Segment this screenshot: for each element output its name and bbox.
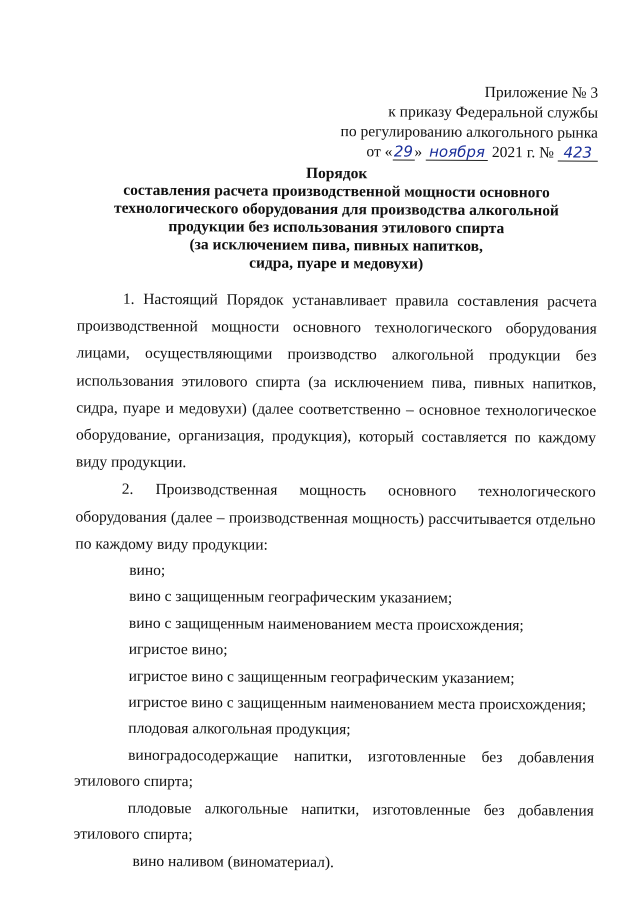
document-body	[73, 286, 597, 878]
handwritten-month: ноября	[426, 145, 488, 161]
paragraph-1: 1. Настоящий Порядок устанавливает правила составления расчета производственной мощности основного технологического оборудования лицами, осуществляющими производство алкогольной продукции без использования этилового спирта (за исключением пива, пивных напитков, сидра, пуаре и медовухи) (далее соответственно – основное технологическое оборудование, организация, продукция), который составляется по каждому виду продукции.	[75, 290, 597, 472]
appendix-header	[340, 82, 598, 164]
list-item: виноградосодержащие напитки, изготовленные без добавления этилового спирта;	[73, 746, 595, 791]
handwritten-day: 29	[393, 142, 414, 161]
list-item: вино с защищенным наименованием места происхождения;	[128, 614, 524, 635]
order-date-line	[340, 142, 598, 164]
title-line-5: (за исключением пива, пивных напитков,	[189, 236, 484, 255]
list-item: плодовые алкогольные напитки, изготовленные без добавления этилового спирта;	[73, 799, 594, 844]
year-text: 2021 г. №	[491, 144, 554, 162]
list-item: игристое вино;	[128, 641, 228, 659]
list-item: плодовая алкогольная продукция;	[128, 720, 351, 739]
date-mid: »	[414, 143, 423, 161]
title-line-2: составления расчета производственной мощности основного	[123, 181, 550, 202]
list-item: вино наливом (виноматериал).	[132, 852, 334, 871]
date-prefix: от «	[366, 143, 393, 161]
title-line-6: сидра, пуаре и медовухи)	[249, 254, 424, 273]
list-item: вино с защищенным географическим указанием;	[129, 588, 453, 608]
list-item: игристое вино с защищенным географическим указанием;	[128, 667, 515, 687]
list-item: вино;	[129, 561, 166, 580]
title-line-4: продукции без использования этилового спирта	[168, 218, 505, 238]
order-reference: к приказу Федеральной службы	[388, 103, 599, 122]
title-line-3: технологического оборудования для производства алкогольной	[113, 199, 559, 220]
handwritten-order-number: 423	[558, 145, 598, 161]
agency-name: по регулированию алкогольного рынка	[340, 123, 598, 142]
appendix-number: Приложение № 3	[484, 83, 599, 102]
list-item: игристое вино с защищенным наименованием места происхождения;	[128, 693, 587, 714]
title-line-1: Порядок	[305, 164, 368, 183]
paragraph-2: 2. Производственная мощность основного технологического оборудования (далее – производственная мощность) рассчитывается отдельно по каждому виду продукции:	[75, 481, 596, 554]
document-title	[96, 164, 577, 275]
